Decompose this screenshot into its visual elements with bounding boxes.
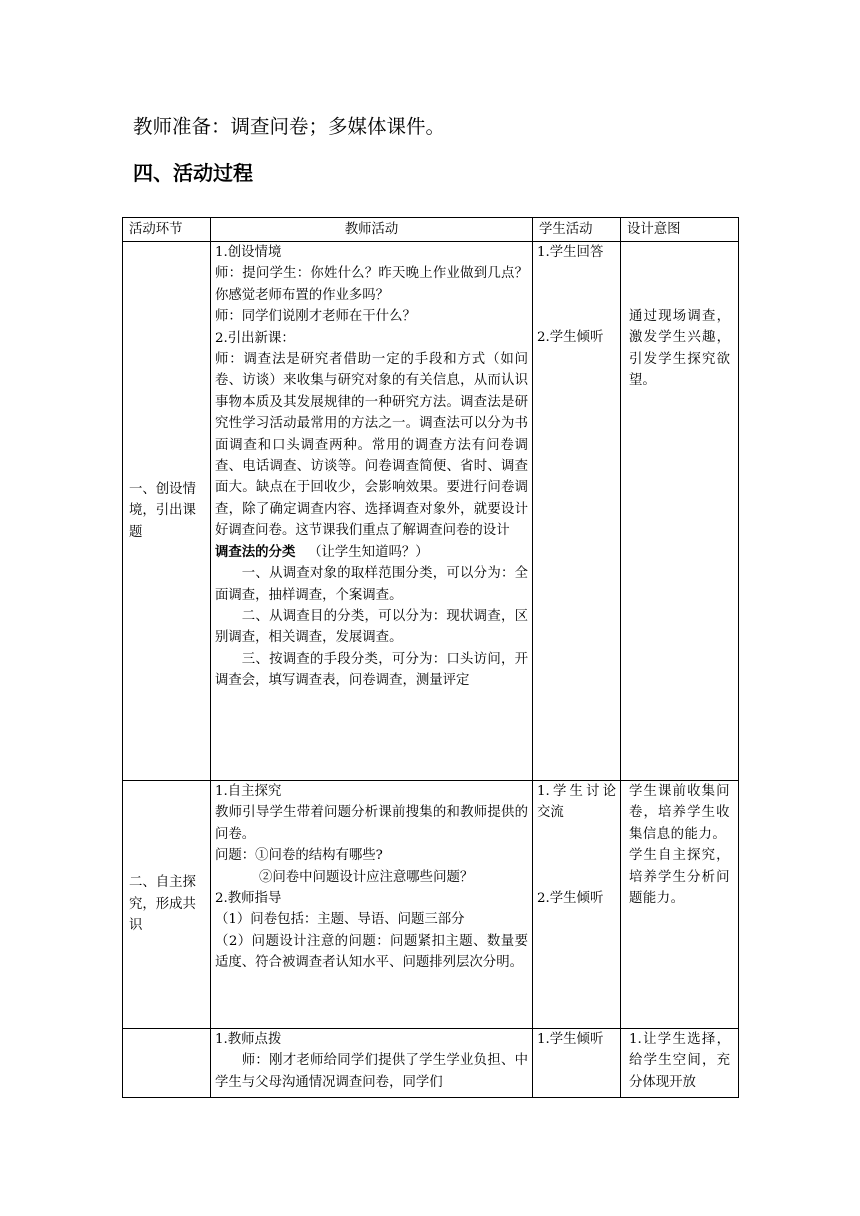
classify-heading [215,542,528,563]
teacher-text: 2.教师指导 [215,891,282,907]
student-text: 2.学生倾听 [537,330,604,346]
header-teacher-activity: 教师活动 [211,218,533,242]
teacher-activity-cell [211,242,533,781]
classify-item: 二、从调查目的分类，可以分为：现状调查，区别调查，相关调查，发展调查。 [215,608,528,646]
teacher-text: 2.引出新课： [215,330,295,346]
design-intent-text: 学生课前收集问卷，培养学生收集信息的能力。 [629,784,730,842]
design-intent-cell [621,781,739,1029]
teacher-text: （2）问题设计注意的问题：问题紧扣主题、数量要适度、符合被调查者认知水平、问题排列层次分明。 [215,933,528,971]
student-text: 1.学生倾听 [537,1032,604,1047]
student-activity-cell [533,1029,621,1098]
teacher-text: 师：同学们说刚才老师在干什么？ [215,309,416,325]
teacher-text: 1.自主探究 [215,784,282,799]
table-row [123,781,739,1029]
header-design-intent: 设计意图 [621,218,739,242]
student-activity-cell [533,781,621,1029]
teacher-activity-cell [211,781,533,1029]
design-intent-text: 学生自主探究，培养学生分析问题能力。 [629,848,730,907]
teacher-preparation-line: 教师准备：调查问卷；多媒体课件。 [133,115,446,138]
stage-cell [123,1029,211,1098]
classify-title: 调查法的分类 [215,543,296,560]
teacher-text: 教师引导学生带着问题分析课前搜集的和教师提供的问卷。 [215,805,528,842]
stage-label: 一、创设情境，引出课题 [129,481,196,540]
activity-process-table [122,217,739,1098]
table-row [123,242,739,781]
teacher-text: 师：刚才老师给同学们提供了学生学业负担、中学生与父母沟通情况调查问卷，同学们 [215,1053,528,1090]
classify-note: （让学生知道吗？） [308,544,429,560]
design-intent-text: 通过现场调查，激发学生兴趣，引发学生探究欲望。 [629,309,730,389]
student-activity-cell [533,242,621,781]
section-title: 四、活动过程 [133,161,253,185]
design-intent-text: 1.让学生选择，给学生空间，充分体现开放 [629,1032,730,1090]
stage-cell [123,242,211,781]
student-text: 1.学生讨论交流 [537,784,616,821]
teacher-text: ②问卷中问题设计应注意哪些问题？ [259,869,474,885]
stage-cell [123,781,211,1029]
design-intent-cell [621,1029,739,1098]
teacher-text: （1）问卷包括：主题、导语、问题三部分 [215,912,465,928]
classify-item: 一、从调查对象的取样范围分类，可以分为：全面调查，抽样调查，个案调查。 [215,566,528,603]
teacher-text: 问题：①问卷的结构有哪些? [215,848,383,864]
table-row [123,1029,739,1098]
teacher-activity-cell [211,1029,533,1098]
header-student-activity: 学生活动 [533,218,621,242]
table-header-row [123,218,739,242]
student-text: 2.学生倾听 [537,890,604,906]
teacher-text: 师：提问学生：你姓什么？昨天晚上作业做到几点？你感觉老师布置的作业多吗？ [215,266,528,303]
student-text: 1.学生回答 [537,245,604,260]
stage-label: 二、自主探究，形成共识 [129,875,196,934]
design-intent-cell [621,242,739,781]
teacher-text: 1.创设情境 [215,245,282,260]
teacher-text: 1.教师点拨 [215,1032,282,1047]
classify-item: 三、按调查的手段分类，可分为：口头访问，开调查会，填写调查表，问卷调查，测量评定 [215,651,528,689]
teacher-text: 师：调查法是研究者借助一定的手段和方式（如问卷、访谈）来收集与研究对象的有关信息，从而认识事物本质及其发展规律的一种研究方法。调查法是研究性学习活动最常用的方法之一。调查法可以分为书面调查和口头调查两种。常用的调查方法有问卷调查、电话调查、访谈等。问卷调查简便、省时、调查面大。缺点在于回收少，会影响效果。要进行问卷调查，除了确定调查内容、选择调查对象外，就要设计好调查问卷。这节课我们重点了解调查问卷的设计 [215,352,528,539]
header-stage: 活动环节 [123,218,211,242]
